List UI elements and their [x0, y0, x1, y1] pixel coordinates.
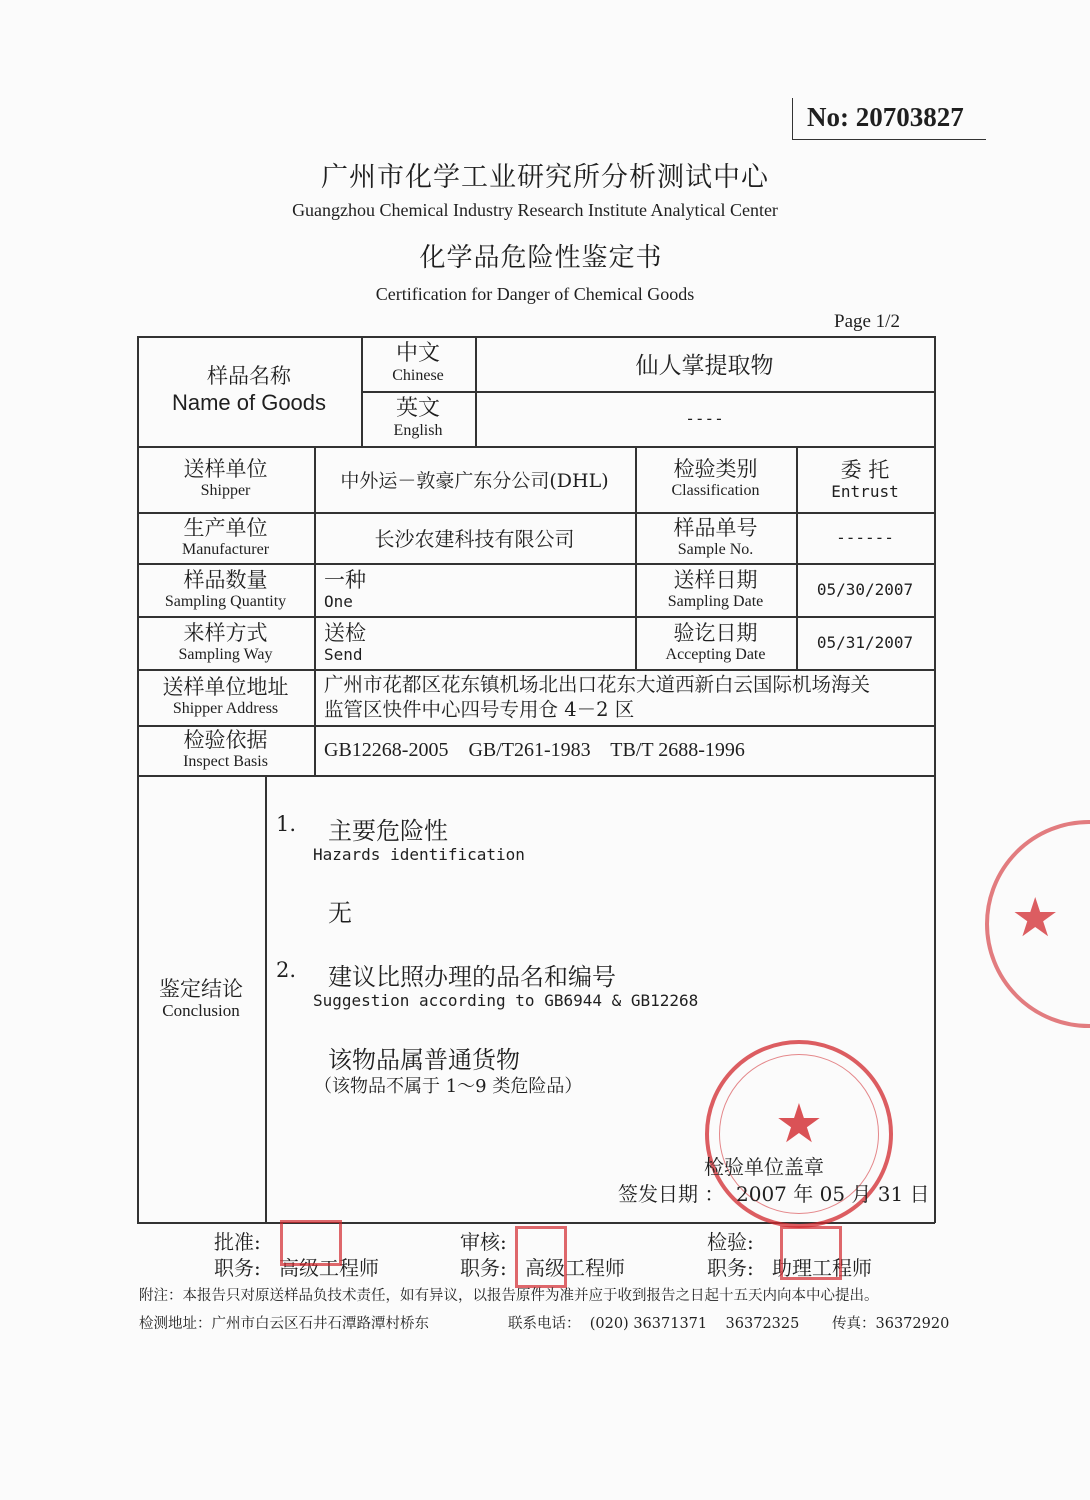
review-title-label: 职务:: [460, 1256, 507, 1280]
sampling-way-label: 来样方式 Sampling Way: [178, 620, 273, 663]
footer-fax: 传真：36372920: [832, 1316, 950, 1332]
manufacturer-label: 生产单位 Manufacturer: [181, 515, 270, 558]
doc-title-en: Certification for Danger of Chemical Goods: [375, 284, 695, 304]
sample-no-value: ------: [836, 528, 894, 547]
item-2-heading-en: Suggestion according to GB6944 & GB12268: [313, 991, 699, 1010]
shipper-address-value: 广州市花都区花东镇机场北出口花东大道西新白云国际机场海关 监管区快件中心四号专用仓 4－2 区: [324, 673, 871, 721]
inspect-basis-value: GB12268-2005 GB/T261-1983 TB/T 2688-1996: [324, 738, 745, 761]
item-1-heading-en: Hazards identification: [313, 845, 525, 864]
suggestion-note: （该物品不属于 1～9 类危险品）: [314, 1076, 583, 1097]
seal-star-icon: ★: [774, 1092, 824, 1155]
inspector-seal: [780, 1226, 842, 1280]
sampling-way-value: 送检 Send: [324, 621, 366, 664]
sample-no-label: 样品单号 Sample No.: [673, 515, 758, 558]
classification-label: 检验类别 Classification: [671, 457, 760, 499]
partial-seal-star-icon: ★: [1011, 886, 1060, 949]
goods-name-label: 样品名称 Name of Goods: [171, 364, 327, 415]
shipper-label: 送样单位 Shipper: [183, 457, 268, 499]
sampling-date-label: 送样日期 Sampling Date: [667, 567, 764, 610]
reviewer-seal: [515, 1226, 567, 1288]
institute-name-en: Guangzhou Chemical Industry Research Institute Analytical Center: [292, 200, 778, 220]
footer-note: 附注：本报告只对原送样品负技术责任，如有异议，以报告原件为准并应于收到报告之日起十五天内向本中心提出。: [139, 1288, 879, 1304]
english-label: 英文 English: [393, 395, 443, 439]
chinese-label: 中文 Chinese: [392, 340, 444, 384]
accepting-date-label: 验讫日期 Accepting Date: [665, 620, 766, 663]
hazards-value: 无: [328, 899, 352, 927]
shipper-address-label: 送样单位地址 Shipper Address: [162, 675, 289, 717]
item-2-number: 2.: [276, 958, 297, 982]
approve-title-label: 职务:: [214, 1256, 261, 1280]
inspect-basis-label: 检验依据 Inspect Basis: [183, 728, 268, 770]
approver-seal: [280, 1220, 342, 1266]
footer-phone: 联系电话： (020) 36371371 36372325: [508, 1316, 800, 1332]
manufacturer-value: 长沙农建科技有限公司: [374, 527, 575, 551]
issue-date: 2007 年 05 月 31 日: [736, 1182, 930, 1206]
review-label: 审核:: [460, 1230, 507, 1254]
inspect-label: 检验:: [707, 1230, 754, 1254]
partial-seal-right: [985, 820, 1090, 1028]
approve-title: 高级工程师: [279, 1256, 379, 1280]
page-number: Page 1/2: [834, 311, 900, 332]
stamp-label: 检验单位盖章: [704, 1155, 824, 1179]
issue-date-label: 签发日期 ：: [618, 1182, 725, 1206]
inspect-title: 助理工程师: [772, 1256, 872, 1280]
sampling-date-value: 05/30/2007: [816, 580, 914, 599]
doc-title-cn: 化学品危险性鉴定书: [419, 243, 663, 273]
goods-chinese-name: 仙人掌提取物: [635, 353, 774, 379]
quantity-label: 样品数量 Sampling Quantity: [164, 567, 287, 610]
quantity-value: 一种 One: [324, 568, 366, 611]
goods-english-name: ----: [685, 409, 724, 428]
suggestion-value: 该物品属普通货物: [328, 1046, 520, 1074]
shipper-value: 中外运－敦豪广东分公司(DHL): [340, 469, 609, 492]
accepting-date-value: 05/31/2007: [816, 633, 914, 652]
classification-value: 委 托 Entrust: [831, 457, 899, 501]
approve-label: 批准:: [214, 1230, 261, 1254]
item-2-heading: 建议比照办理的品名和编号: [328, 963, 616, 991]
item-1-number: 1.: [276, 812, 297, 836]
inspect-title-label: 职务:: [707, 1256, 754, 1280]
review-title: 高级工程师: [525, 1256, 625, 1280]
conclusion-label: 鉴定结论 Conclusion: [159, 976, 243, 1020]
institute-name-cn: 广州市化学工业研究所分析测试中心: [321, 162, 769, 193]
footer-address: 检测地址：广州市白云区石井石潭路潭村桥东: [139, 1316, 429, 1332]
report-number: No: 20703827: [792, 98, 986, 140]
item-1-heading: 主要危险性: [328, 817, 448, 845]
